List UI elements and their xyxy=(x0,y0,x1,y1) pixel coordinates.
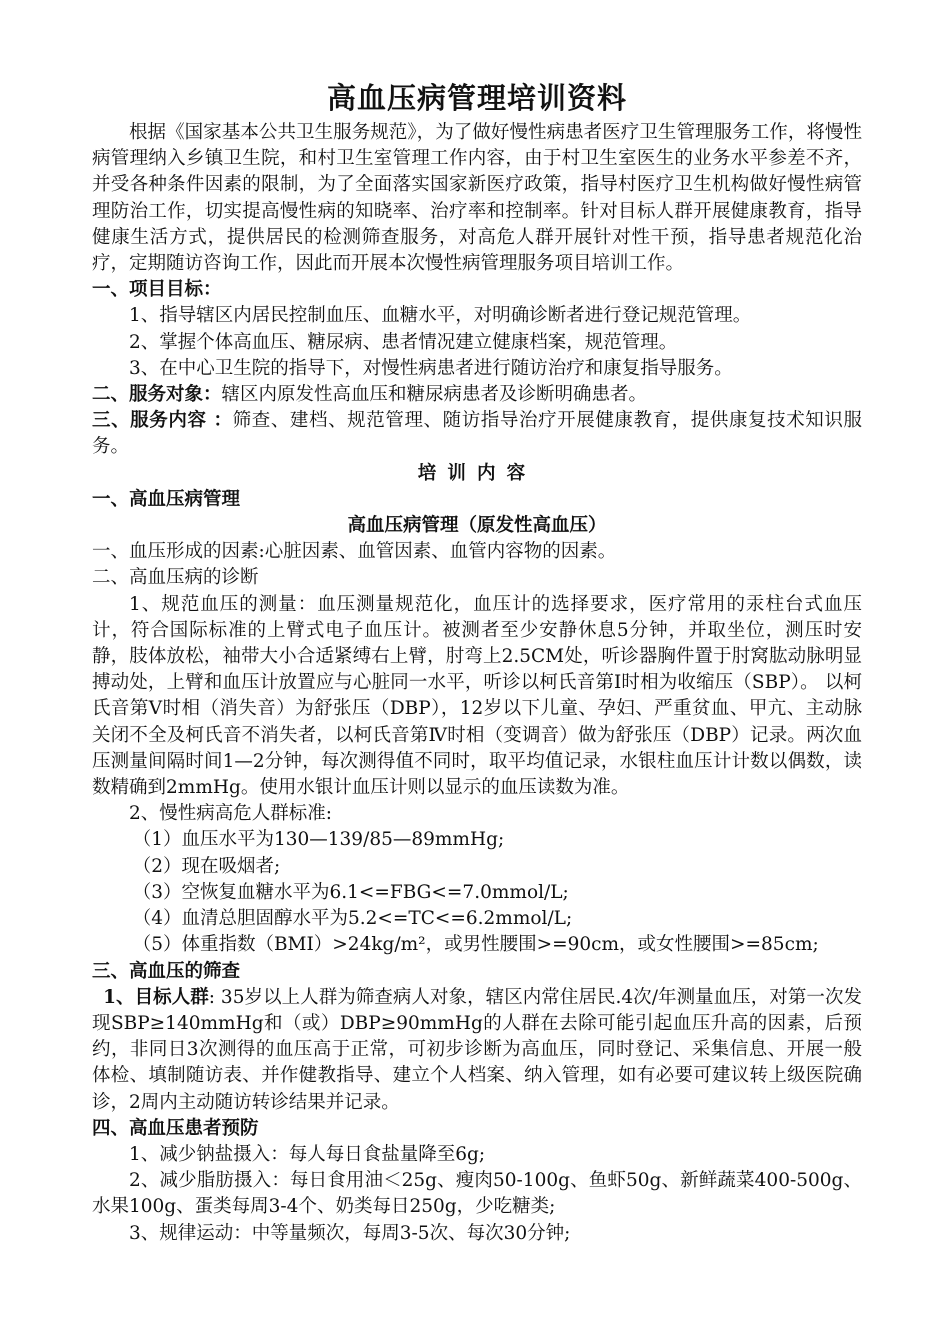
screening-label: 1、目标人群 xyxy=(103,986,209,1008)
highrisk-item: （4）血清总胆固醇水平为5.2<=TC<=6.2mmol/L; xyxy=(132,908,573,930)
section-targets xyxy=(92,382,862,408)
highrisk-item: （1）血压水平为130—139/85—89mmHg; xyxy=(132,829,505,851)
highrisk-heading: 2、慢性病高危人群标准: xyxy=(129,803,333,825)
screening-heading: 三、高血压的筛查 xyxy=(92,960,241,982)
part1-subtitle: 高血压病管理（原发性高血压） xyxy=(347,515,607,537)
prevention-item: 1、减少钠盐摄入：每人每日食盐量降至6g; xyxy=(129,1143,486,1165)
section-targets-text: 辖区内原发性高血压和糖尿病患者及诊断明确患者。 xyxy=(221,384,648,406)
section-content-heading: 三、服务内容 ： xyxy=(92,410,233,432)
goal-item: 1、指导辖区内居民控制血压、血糖水平，对明确诊断者进行登记规范管理。 xyxy=(129,305,752,327)
screening-text: : 35岁以上人群为筛查病人对象，辖区内常住居民.4次/年测量血压，对第一次发现SBP≥140mmHg和（或）DBP≥90mmHg的人群在去除可能引起血压升高的因素，后预约，非同日3次测得的血压高于正常，可初步诊断为高血压，同时登记、采集信息、开展一般体检、填制随访表、并作健教指导、建立个人档案、纳入管理，如有必要可建议转上级医院确诊，2周内主动随访转诊结果并记录。 xyxy=(92,986,863,1113)
bp-factors: 一、血压形成的因素:心脏因素、血管因素、血管内容物的因素。 xyxy=(92,541,617,563)
highrisk-item: （5）体重指数（BMI）>24kg/m²，或男性腰围>=90cm，或女性腰围>=85cm; xyxy=(132,934,819,956)
prevention-item: 2、减少脂肪摄入：每日食用油＜25g、瘦肉50-100g、鱼虾50g、新鲜蔬菜400-500g、水果100g、蛋类每周3-4个、奶类每日250g，少吃糖类; xyxy=(92,1170,862,1218)
section-targets-heading: 二、服务对象： xyxy=(92,384,222,406)
document-title: 高血压病管理培训资料 xyxy=(326,81,627,115)
intro-paragraph: 根据《国家基本公共卫生服务规范》，为了做好慢性病患者医疗卫生管理服务工作，将慢性病管理纳入乡镇卫生院，和村卫生室管理工作内容，由于村卫生室医生的业务水平参差不齐，并受各种条件因素的限制，为了全面落实国家新医疗政策，指导村医疗卫生机构做好慢性病管理防治工作，切实提高慢性病的知晓率、治疗率和控制率。针对目标人群开展健康教育，指导健康生活方式，提供居民的检测筛查服务，对高危人群开展针对性干预，指导患者规范化治疗，定期随访咨询工作，因此而开展本次慢性病管理服务项目培训工作。 xyxy=(92,122,862,275)
highrisk-item: （2）现在吸烟者; xyxy=(132,855,281,877)
training-heading: 培训内容 xyxy=(417,462,537,484)
goal-item: 3、在中心卫生院的指导下，对慢性病患者进行随访治疗和康复指导服务。 xyxy=(129,357,733,379)
section-goals-heading: 一、项目目标： xyxy=(92,279,222,301)
diagnosis-heading: 二、高血压病的诊断 xyxy=(92,567,259,589)
prevention-heading: 四、高血压患者预防 xyxy=(92,1117,259,1139)
bp-measurement-paragraph: 1、规范血压的测量：血压测量规范化，血压计的选择要求，医疗常用的汞柱台式血压计，符合国际标准的上臂式电子血压计。被测者至少安静休息5分钟，并取坐位，测压时安静，肢体放松，袖带大小合适紧缚右上臂，肘弯上2.5CM处，听诊器胸件置于肘窝肱动脉明显搏动处，上臂和血压计放置应与心脏同一水平，听诊以柯氏音第Ⅰ时相为收缩压（SBP）。 以柯氏音第Ⅴ时相（消失音）为舒张压（DBP），12岁以下儿童、孕妇、严重贫血、甲亢、主动脉关闭不全及柯氏音不消失者，以柯氏音第Ⅳ时相（变调音）做为舒张压（DBP）记录。两次血压测量间隔时间1—2分钟，每次测得值不同时，取平均值记录，水银柱血压计计数以偶数，读数精确到2mmHg。使用水银计血压计则以显示的血压读数为准。 xyxy=(92,593,862,799)
section-content xyxy=(92,408,862,460)
goal-item: 2、掌握个体高血压、糖尿病、患者情况建立健康档案，规范管理。 xyxy=(129,331,678,353)
part1-heading: 一、高血压病管理 xyxy=(92,488,241,510)
screening-paragraph xyxy=(92,985,862,1116)
section-content-text: 筛查、建档、规范管理、随访指导治疗开展健康教育，提供康复技术知识服务。 xyxy=(92,410,862,458)
prevention-item: 3、规律运动：中等量频次，每周3-5次、每次30分钟; xyxy=(129,1222,571,1244)
highrisk-item: （3）空恢复血糖水平为6.1<=FBG<=7.0mmol/L; xyxy=(132,881,569,903)
